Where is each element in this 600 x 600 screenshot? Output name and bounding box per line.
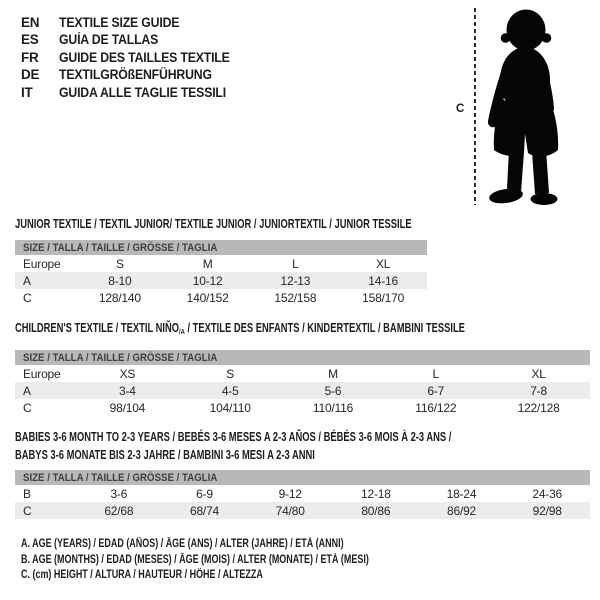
age-cell: 3-6 [110,486,128,501]
size-cell: XL [375,256,391,271]
language-code: FR [21,49,39,65]
age-cell: 12-18 [361,486,391,501]
size-cell: M [202,256,213,271]
height-cell: 92/98 [532,503,562,518]
language-title: TEXTILE SIZE GUIDE [59,15,180,30]
language-row-fr [21,49,247,66]
height-cell: 68/74 [189,503,220,518]
height-cell: 122/128 [517,400,560,415]
row-label: C [23,400,32,415]
language-code: EN [21,15,40,30]
age-cell: 9-12 [278,486,302,501]
row-label: Europe [23,366,61,381]
age-cell: 24-36 [532,486,563,501]
junior-size-table [15,218,427,306]
language-title: TEXTILGRÖßENFÜHRUNG [59,67,212,83]
language-title: GUÍA DE TALLAS [59,32,159,48]
table-row-age [15,272,427,289]
language-code: IT [21,84,33,100]
size-cell: S [115,256,124,271]
size-header-label: SIZE / TALLA / TAILLE / GRÖSSE / TAGLIA [23,241,218,254]
height-cell: 74/80 [275,503,305,518]
note-age-months: B. AGE (MONTHS) / EDAD (MESES) / ÂGE (MOIS) / ALTER (MONATE) / ETÀ (MESI) [21,553,369,566]
size-cell: XS [119,366,136,381]
age-cell: 5-6 [324,383,342,398]
height-measure-dashed-line [474,8,476,205]
height-cell: 86/92 [447,503,477,518]
age-cell: 3-4 [119,383,136,398]
toddler-silhouette-icon [479,6,571,207]
language-title: GUIDE DES TAILLES TEXTILE [59,49,230,65]
table-row-height [15,399,590,416]
note-age-years: A. AGE (YEARS) / EDAD (AÑOS) / ÂGE (ANS) / ALTER (JAHRE) / ETÀ (ANNI) [21,538,344,550]
height-cell: 110/116 [312,400,354,415]
height-cell: 62/68 [104,503,134,518]
table-row-europe [15,255,427,272]
babies-table-title: BABIES 3-6 MONTH TO 2-3 YEARS / BEBÉS 3-6 MESES A 2-3 AÑOS / BÉBÉS 3-6 MOIS À 2-3 ANS / BABYS 3-6 MONATE BIS 2-3 JAHRE / BAMBINI 3-6 MESI A 2-3 ANNI [15,430,452,462]
language-row-en [21,14,247,31]
babies-size-table [15,428,590,519]
language-code: DE [21,67,40,83]
language-title: GUIDA ALLE TAGLIE TESSILI [59,84,226,100]
legend-notes [21,537,467,584]
language-row-es [21,31,247,48]
language-code: ES [21,32,39,48]
age-cell: 12-13 [280,273,311,288]
row-label: A [23,383,31,398]
size-header-bar [15,240,427,255]
language-row-de [21,66,247,83]
age-cell: 10-12 [192,273,223,288]
height-cell: 128/140 [98,290,141,305]
size-header-bar [15,350,590,365]
age-cell: 6-9 [196,486,213,501]
row-label: C [23,290,32,305]
age-cell: 6-7 [427,383,445,398]
height-cell: 116/122 [415,400,457,415]
table-row-europe [15,365,590,382]
size-header-label: SIZE / TALLA / TAILLE / GRÖSSE / TAGLIA [23,351,218,364]
children-size-table [15,322,590,416]
table-row-age-months [15,485,590,502]
table-row-age [15,382,590,399]
age-cell: 4-5 [221,383,239,398]
size-cell: XL [531,366,546,381]
row-label: C [23,503,32,518]
height-cell: 104/110 [209,400,251,415]
size-cell: L [432,366,440,381]
age-cell: 7-8 [530,383,547,398]
height-cell: 158/170 [362,290,405,305]
height-measure-label: C [456,103,465,115]
size-cell: M [328,366,338,381]
age-cell: 18-24 [446,486,477,501]
children-table-title: CHILDREN'S TEXTILE / TEXTIL $NIÑO_{/A}$ / TEXTILE DES ENFANTS / KINDERTEXTIL / BAMBINI TESSILE [15,321,465,336]
row-label: Europe [23,256,61,271]
height-cell: 140/152 [186,290,229,305]
note-height-cm: C. (cm) HEIGHT / ALTURA / HAUTEUR / HÖHE / ALTEZZA [21,569,263,581]
table-row-height [15,502,590,519]
size-cell: S [226,366,235,381]
row-label: B [23,486,31,501]
height-cell: 152/158 [274,290,317,305]
size-cell: L [292,256,299,271]
age-cell: 14-16 [368,273,398,288]
age-cell: 8-10 [108,273,132,288]
language-list [21,14,247,101]
junior-table-title: JUNIOR TEXTILE / TEXTIL JUNIOR/ TEXTILE JUNIOR / JUNIORTEXTIL / JUNIOR TESSILE [15,217,412,231]
language-row-it [21,84,247,101]
table-row-height [15,289,427,306]
size-header-bar [15,470,590,485]
row-label: A [23,273,31,288]
gender-subscript: /A [179,327,185,336]
size-header-label: SIZE / TALLA / TAILLE / GRÖSSE / TAGLIA [23,471,218,484]
height-cell: 98/104 [109,400,146,415]
height-cell: 80/86 [361,503,391,518]
